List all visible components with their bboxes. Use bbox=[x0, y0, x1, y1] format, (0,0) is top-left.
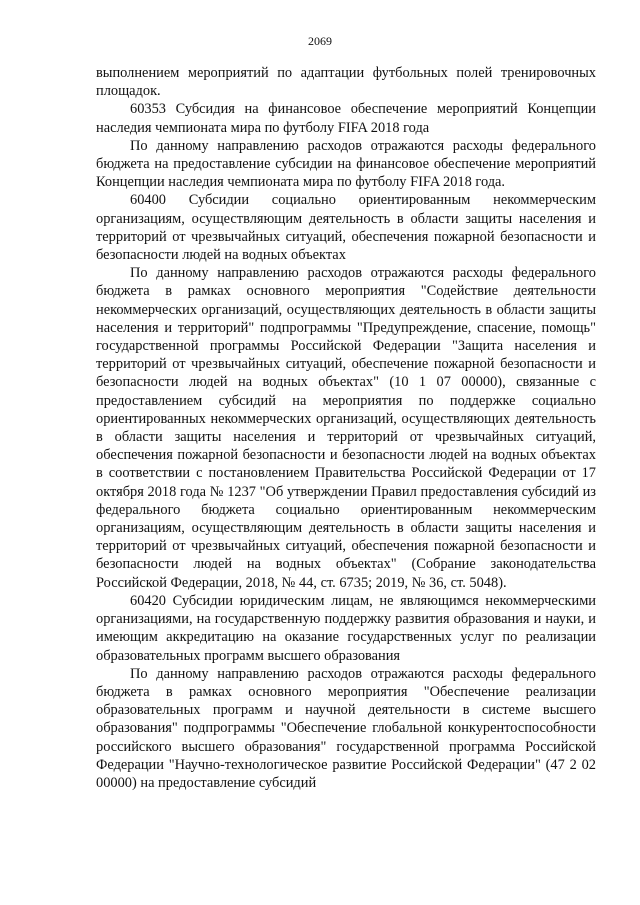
paragraph-heading-60400: 60400 Субсидии социально ориентированным некоммерческим организациям, осуществляющим деятельность в области защиты населения и территорий от чрезвычайных ситуаций, обеспечения пожарной безопасности и безопасности людей на водных объектах bbox=[96, 192, 596, 264]
paragraph-heading-60353: 60353 Субсидия на финансовое обеспечение мероприятий Концепции наследия чемпионата мира по футболу FIFA 2018 года bbox=[96, 101, 596, 136]
paragraph-body: По данному направлению расходов отражаются расходы федерального бюджета в рамках основного мероприятия "Обеспечение реализации образовательных программ и научной деятельности в системе высшего образования" подпрограммы "Обеспечение глобальной конкурентоспособности российского высшего образования" государственной программа Российской Федерации "Научно-технологическое развитие Российской Федерации" (47 2 02 00000) на предоставление субсидий bbox=[96, 665, 596, 791]
paragraph-body: По данному направлению расходов отражаются расходы федерального бюджета на предоставление субсидии на финансовое обеспечение мероприятий Концепции наследия чемпионата мира по футболу FIFA 2018 года. bbox=[96, 137, 596, 191]
paragraph-heading-60420: 60420 Субсидии юридическим лицам, не являющимся некоммерческими организациями, на государственную поддержку развития образования и науки, и имеющим аккредитацию на оказание государственных услуг по реализации образовательных программ высшего образования bbox=[96, 592, 596, 664]
document-body bbox=[96, 64, 596, 792]
page-number: 2069 bbox=[308, 34, 332, 48]
paragraph-body: По данному направлению расходов отражаются расходы федерального бюджета в рамках основного мероприятия "Содействие деятельности некоммерческих организаций, осуществляющих деятельность в области защиты населения и территорий" подпрограммы "Предупреждение, спасение, помощь" государственной программы Российской Федерации "Защита населения и территорий от чрезвычайных ситуаций, обеспечение пожарной безопасности и безопасности людей на водных объектах" (10 1 07 00000), связанные с предоставлением субсидий на мероприятия по поддержке социально ориентированных некоммерческих организаций, осуществляющих деятельность в области защиты населения и территорий от чрезвычайных ситуаций, обеспечения пожарной безопасности и безопасности людей на водных объектах в соответствии с постановлением Правительства Российской Федерации от 17 октября 2018 года № 1237 "Об утверждении Правил предоставления субсидий из федерального бюджета социально ориентированным некоммерческим организациям, осуществляющим деятельность в области защиты населения и территорий от чрезвычайных ситуаций, обеспечения пожарной безопасности и безопасности людей на водных объектах" (Собрание законодательства Российской Федерации, 2018, № 44, ст. 6735; 2019, № 36, ст. 5048). bbox=[96, 265, 596, 591]
paragraph-continuation: выполнением мероприятий по адаптации футбольных полей тренировочных площадок. bbox=[96, 65, 596, 100]
